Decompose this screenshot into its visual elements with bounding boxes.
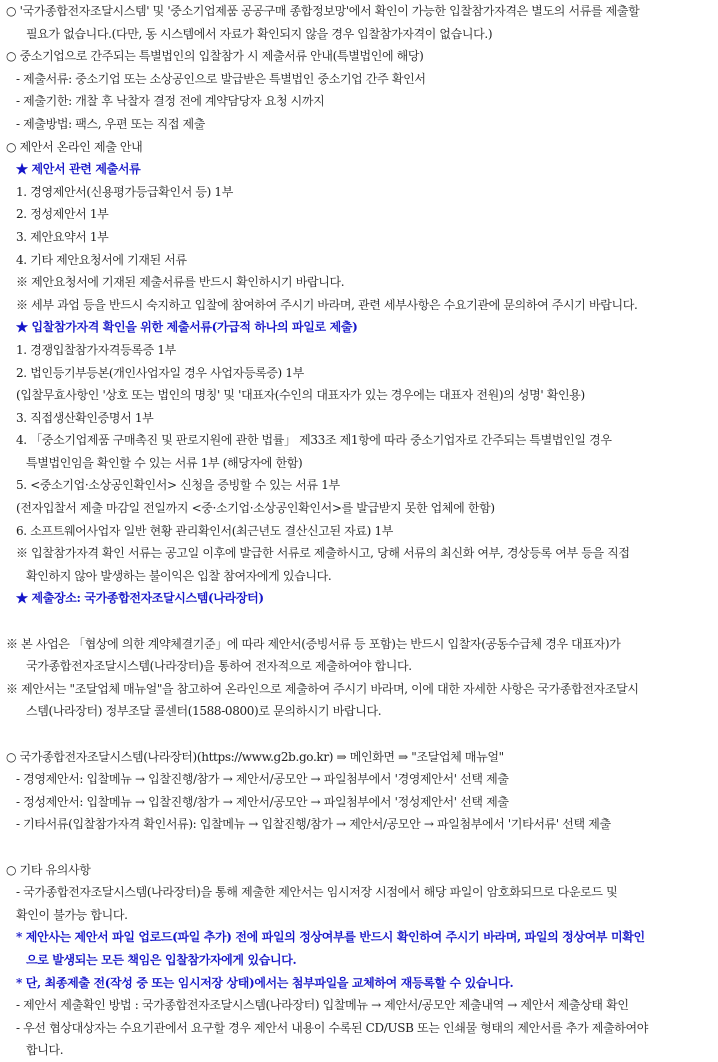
note-line: ※ 제안요청서에 기재된 제출서류를 반드시 확인하시기 바랍니다.	[16, 275, 345, 290]
text-line: ○ '국가종합전자조달시스템' 및 '중소기업제품 공공구매 종합정보망'에서 확인이 가능한 입찰참가자격은 별도의 서류를 제출할	[6, 4, 640, 18]
list-item: 확인이 불가능 합니다.	[16, 907, 128, 922]
section-heading: ○ 국가종합전자조달시스템(나라장터)(https://www.g2b.go.kr) ⇒ 메인화면 ⇒ "조달업체 매뉴얼"	[6, 749, 504, 764]
list-item: 3. 제안요약서 1부	[16, 229, 109, 244]
note-line: ※ 입찰참가자격 확인 서류는 공고일 이후에 발급한 서류로 제출하시고, 당해 서류의 최신화 여부, 경상등록 여부 등을 직접	[16, 546, 630, 561]
section-heading: ○ 제안서 온라인 제출 안내	[6, 139, 143, 154]
note-line: 확인하지 않아 발생하는 불이익은 입찰 참여자에게 있습니다.	[26, 568, 332, 583]
section-heading: ○ 기타 유의사항	[6, 862, 91, 877]
spacer	[6, 836, 717, 859]
list-item: 3. 직접생산확인증명서 1부	[16, 410, 154, 425]
list-item: 5. <중소기업·소상공인확인서> 신청을 증빙할 수 있는 서류 1부	[16, 478, 340, 493]
list-item: - 제출방법: 팩스, 우편 또는 직접 제출	[16, 116, 206, 131]
list-item: 2. 정성제안서 1부	[16, 207, 109, 222]
warning-line: * 단, 최종제출 전(작성 중 또는 임시저장 상태)에서는 첨부파일을 교체하여 재등록할 수 있습니다.	[16, 975, 514, 990]
list-item: 2. 법인등기부등본(개인사업자일 경우 사업자등록증) 1부	[16, 365, 304, 380]
list-item: - 제출기한: 개찰 후 낙찰자 결정 전에 계약담당자 요청 시까지	[16, 94, 325, 109]
list-item-detail: (전자입찰서 제출 마감일 전일까지 <중·소기업·소상공인확인서>를 발급받지 못한 업체에 한함)	[16, 501, 495, 516]
list-item: 6. 소프트웨어사업자 일반 현황 관리확인서(최근년도 결산신고된 자료) 1부	[16, 523, 393, 538]
note-line: ※ 본 사업은 「협상에 의한 계약체결기준」에 따라 제안서(증빙서류 등 포함)는 반드시 입찰자(공동수급체 경우 대표자)가	[6, 636, 621, 651]
list-item: 1. 경영제안서(신용평가등급확인서 등) 1부	[16, 184, 233, 199]
note-line: 국가종합전자조달시스템(나라장터)을 통하여 전자적으로 제출하여야 합니다.	[26, 659, 412, 674]
spacer	[6, 610, 717, 633]
list-item: - 제안서 제출확인 방법 : 국가종합전자조달시스템(나라장터) 입찰메뉴 → 제안서/공모안 제출내역 → 제안서 제출상태 확인	[16, 998, 629, 1013]
note-line: 스템(나라장터) 정부조달 콜센터(1588-0800)로 문의하시기 바랍니다.	[26, 704, 382, 719]
list-item: - 우선 협상대상자는 수요기관에서 요구할 경우 제안서 내용이 수록된 CD/USB 또는 인쇄물 형태의 제안서를 추가 제출하여야	[16, 1020, 648, 1035]
list-item: - 경영제안서: 입찰메뉴 → 입찰진행/참가 → 제안서/공모안 → 파일첨부에서 '경영제안서' 선택 제출	[16, 772, 509, 787]
note-line: ※ 제안서는 "조달업체 매뉴얼"을 참고하여 온라인으로 제출하여 주시기 바라며, 이에 대한 자세한 사항은 국가종합전자조달시	[6, 681, 639, 696]
star-heading: ★ 입찰참가자격 확인을 위한 제출서류(가급적 하나의 파일로 제출)	[16, 320, 358, 335]
text-line: 필요가 없습니다.(다만, 동 시스템에서 자료가 확인되지 않을 경우 입찰참가자격이 없습니다.)	[26, 26, 493, 41]
list-item-detail: (입찰무효사항인 '상호 또는 법인의 명칭' 및 '대표자(수인의 대표자가 있는 경우에는 대표자 전원)의 성명' 확인용)	[16, 388, 585, 403]
star-heading: ★ 제출장소: 국가종합전자조달시스템(나라장터)	[16, 591, 264, 606]
warning-line: 으로 발생되는 모든 책임은 입찰참가자에게 있습니다.	[26, 952, 297, 967]
spacer	[6, 723, 717, 746]
list-item: 4. 「중소기업제품 구매촉진 및 판로지원에 관한 법률」 제33조 제1항에 따라 중소기업자로 간주되는 특별법인일 경우	[16, 433, 612, 448]
list-item: - 제출서류: 중소기업 또는 소상공인으로 발급받은 특별법인 중소기업 간주 확인서	[16, 71, 426, 86]
star-heading: ★ 제안서 관련 제출서류	[16, 162, 141, 177]
section-heading: ○ 중소기업으로 간주되는 특별법인의 입찰참가 시 제출서류 안내(특별법인에 해당)	[6, 49, 424, 64]
warning-line: * 제안사는 제안서 파일 업로드(파일 추가) 전에 파일의 정상여부를 반드시 확인하여 주시기 바라며, 파일의 정상여부 미확인	[16, 930, 645, 945]
list-item: 4. 기타 제안요청서에 기재된 서류	[16, 252, 187, 267]
note-line: ※ 세부 과업 등을 반드시 숙지하고 입찰에 참여하여 주시기 바라며, 관련 세부사항은 수요기관에 문의하여 주시기 바랍니다.	[16, 297, 638, 312]
list-item: - 정성제안서: 입찰메뉴 → 입찰진행/참가 → 제안서/공모안 → 파일첨부에서 '정성제안서' 선택 제출	[16, 794, 509, 809]
list-item: - 기타서류(입찰참가자격 확인서류): 입찰메뉴 → 입찰진행/참가 → 제안서/공모안 → 파일첨부에서 '기타서류' 선택 제출	[16, 817, 611, 832]
list-item: - 국가종합전자조달시스템(나라장터)을 통해 제출한 제안서는 임시저장 시점에서 해당 파일이 암호화되므로 다운로드 및	[16, 885, 618, 900]
list-item-detail: 특별법인임을 확인할 수 있는 서류 1부 (해당자에 한함)	[26, 455, 303, 470]
list-item: 1. 경쟁입찰참가자격등록증 1부	[16, 342, 176, 357]
list-item: 합니다.	[26, 1043, 64, 1058]
